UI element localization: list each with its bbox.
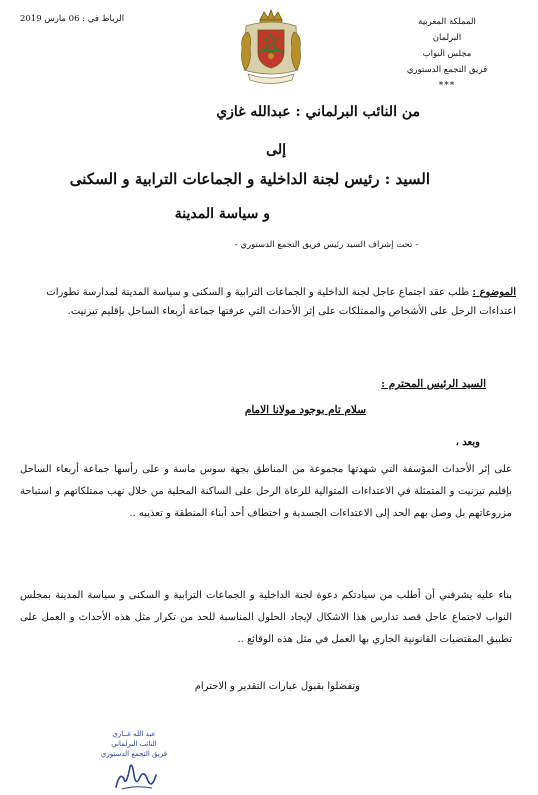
stamp-line-name: عبد الله غــازي — [112, 730, 156, 738]
subject-label: الموضوع : — [472, 287, 516, 298]
header-line-group: فريق التجمع الدستوري — [406, 65, 488, 75]
addressee-line-2: و سياسة المدينة — [174, 206, 270, 222]
body-paragraph-2: بناء عليه يشرفني أن أطلب من سيادتكم دعوة لجنة الداخلية و الجماعات الترابية و السكنى و سياسة المدينة بمجلس النواب لاجتماع عاجل قصد تدارس هذا الاشكال لإيجاد الحلول المناسبة للحد من تكرار مثل هذه الأحداث و العمل على تطبيق المقتضيات القانونية الجاري بها العمل في مثل هذه الوقائع .. — [20, 590, 512, 645]
body-paragraph-1: على إثر الأحداث المؤسفة التي شهدتها مجموعة من المناطق بجهة سوس ماسة و على رأسها جماعة أربعاء الساحل بإقليم تيزنيت و المتمثلة في الاعتداءات المتوالية للرعاة الرحل على الساكنة المحلية من خلال نهب ممتلكاتهم و استباحة مزروعاتهم بل وصل بهم الحد إلى الاعتداءات الجسدية و اختطاف أحد أبناء المنطقة و تعذيبه .. — [20, 464, 512, 519]
supervision-line: - تحت إشراف السيد رئيس فريق التجمع الدستوري - — [234, 240, 418, 250]
header-line-parliament: البرلمان — [432, 33, 462, 43]
subject-text: طلب عقد اجتماع عاجل لجنة الداخلية و الجماعات الترابية و السكنى و سياسة المدينة لمدارسة تطورات اعتداءات الرحل على الأشخاص والممتلكات على إثر الأحداث التي عرفتها جماعة أربعاء الساحل بإقليم تيزنيت. — [46, 287, 516, 317]
stamp-line-title: النائب البرلماني — [111, 740, 157, 748]
stamp-line-group: فريق التجمع الدستوري — [100, 750, 168, 758]
subject-paragraph — [16, 283, 516, 321]
transition-line: وبعد ، — [455, 437, 480, 448]
to-label: إلى — [266, 142, 286, 158]
closing-line: وتفضلوا بقبول عبارات التقدير و الاحترام — [194, 681, 360, 692]
greeting-line: السيد الرئيس المحترم : — [381, 378, 486, 390]
header-line-kingdom: المملكة المغربية — [418, 17, 476, 27]
sender-line: من النائب البرلماني : عبدالله غازي — [216, 104, 420, 120]
salutation-line: سلام تام بوجود مولانا الامام — [244, 404, 366, 416]
header-stars: *** — [438, 81, 456, 91]
letter-date: الرباط في : 06 مارس 2019 — [20, 14, 125, 24]
header-line-house: مجلس النواب — [422, 49, 472, 59]
handwritten-signature-icon — [112, 757, 158, 793]
institution-header — [372, 14, 522, 94]
addressee-line-1: السيد : رئيس لجنة الداخلية و الجماعات الترابية و السكنى — [69, 170, 430, 188]
coat-of-arms-icon — [238, 8, 304, 88]
signature-stamp — [94, 729, 174, 759]
